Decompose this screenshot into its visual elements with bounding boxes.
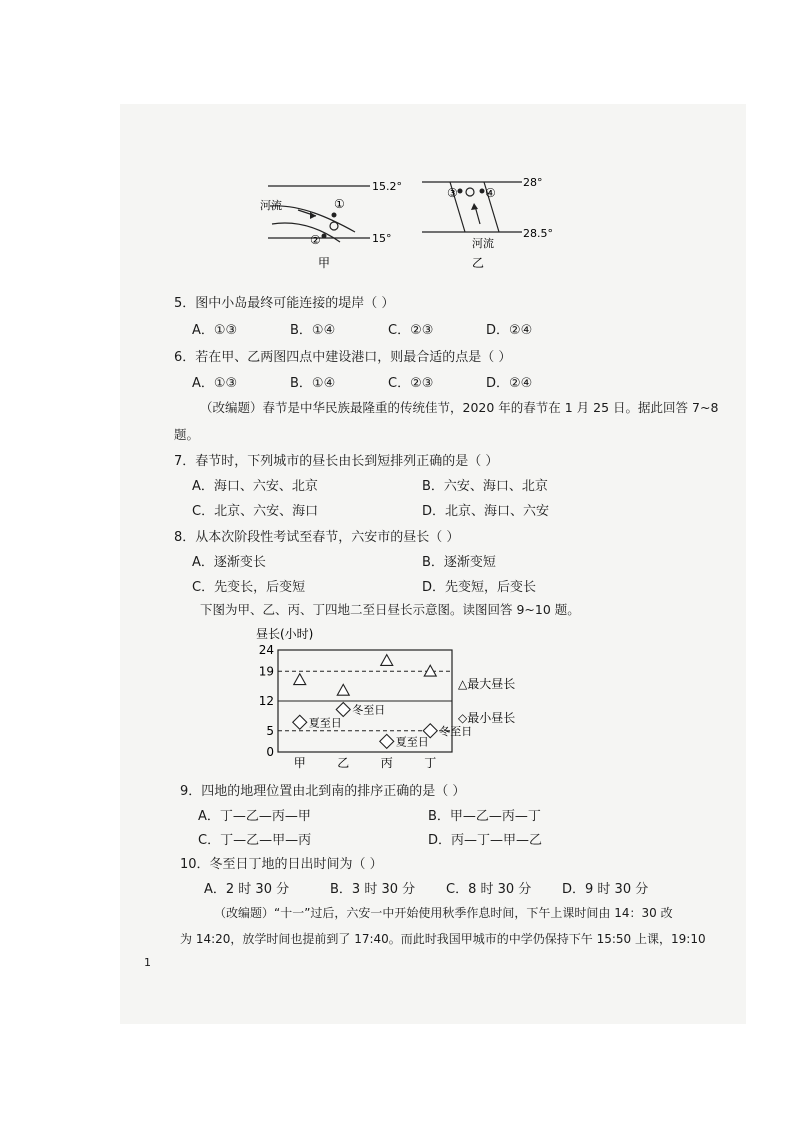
- x-category-label: 丁: [424, 756, 437, 770]
- point-1-dot: [332, 213, 337, 218]
- point-label: 夏至日: [395, 735, 429, 749]
- q9-option-d: D．丙—丁—甲—乙: [428, 833, 543, 848]
- y-tick-label: 0: [266, 745, 274, 759]
- q10-option-b: B．3 时 30 分: [330, 882, 416, 897]
- point-3-dot: [458, 189, 463, 194]
- jia-lat-top: 15.2°: [372, 180, 402, 193]
- q6-option-c: C．②③: [388, 376, 434, 391]
- intro-last-line1: （改编题）“十一”过后，六安一中开始使用秋季作息时间，下午上课时间由 14：30 改: [214, 906, 673, 920]
- q8-option-a: A．逐渐变长: [192, 555, 266, 570]
- figure-jia: [260, 180, 402, 270]
- day-length-chart: [248, 622, 548, 772]
- chart-ylabel: 昼长(小时): [256, 627, 314, 641]
- q7-option-a: A．海口、六安、北京: [192, 479, 318, 494]
- point-2: ②: [310, 233, 321, 247]
- q8-option-c: C．先变长，后变短: [192, 580, 306, 595]
- x-category-label: 甲: [293, 756, 306, 770]
- point-label: 夏至日: [308, 716, 342, 730]
- point-3: ③: [447, 186, 458, 200]
- x-category-label: 乙: [337, 756, 350, 770]
- point-label: 冬至日: [352, 703, 386, 717]
- min-daylength-point: [336, 703, 350, 717]
- q6-option-d: D．②④: [486, 376, 533, 391]
- y-tick-label: 12: [258, 694, 274, 708]
- island-yi: [466, 188, 474, 196]
- point-1: ①: [334, 197, 345, 211]
- intro-last-line2: 为 14:20，放学时间也提前到了 17:40。而此时我国甲城市的中学仍保持下午 15:50 上课，19:10: [180, 932, 706, 946]
- legend-item: ◇最小昼长: [458, 711, 516, 725]
- point-4: ④: [485, 186, 496, 200]
- intro-9-10: 下图为甲、乙、丙、丁四地二至日昼长示意图。读图回答 9~10 题。: [200, 602, 580, 617]
- q8-stem: 8．从本次阶段性考试至春节，六安市的昼长（ ）: [174, 530, 460, 545]
- q5-option-b: B．①④: [290, 323, 336, 338]
- q10-option-a: A．2 时 30 分: [204, 882, 290, 897]
- max-daylength-point: [381, 655, 393, 666]
- legend-item: △最大昼长: [458, 677, 516, 691]
- q10-option-d: D．9 时 30 分: [562, 882, 649, 897]
- q9-stem: 9．四地的地理位置由北到南的排序正确的是（ ）: [180, 784, 466, 799]
- page-number: 1: [144, 956, 151, 969]
- q6-stem: 6．若在甲、乙两图四点中建设港口，则最合适的点是（ ）: [174, 350, 512, 365]
- q6-option-b: B．①④: [290, 376, 336, 391]
- y-tick-label: 5: [266, 723, 274, 738]
- island-jia: [330, 222, 338, 230]
- q7-option-b: B．六安、海口、北京: [422, 479, 548, 494]
- yi-caption: 乙: [472, 256, 485, 270]
- q5-stem: 5．图中小岛最终可能连接的堤岸（ ）: [174, 296, 395, 311]
- max-daylength-point: [424, 665, 436, 676]
- yi-river-label: 河流: [472, 237, 494, 250]
- y-tick-label: 24: [258, 643, 274, 657]
- q7-stem: 7．春节时，下列城市的昼长由长到短排列正确的是（ ）: [174, 454, 499, 469]
- q9-option-b: B．甲—乙—丙—丁: [428, 809, 541, 824]
- yi-lat-top: 28°: [523, 176, 543, 189]
- q10-stem: 10．冬至日丁地的日出时间为（ ）: [180, 857, 383, 872]
- jia-river-label: 河流: [260, 199, 282, 212]
- q5-option-c: C．②③: [388, 323, 434, 338]
- max-daylength-point: [294, 674, 306, 685]
- q9-option-c: C．丁—乙—甲—丙: [198, 833, 312, 848]
- yi-lat-bottom: 28.5°: [523, 227, 553, 240]
- point-4-dot: [480, 189, 485, 194]
- point-2-dot: [322, 234, 327, 239]
- q5-option-a: A．①③: [192, 323, 238, 338]
- q10-option-c: C．8 时 30 分: [446, 882, 532, 897]
- intro-7-8-line1: （改编题）春节是中华民族最隆重的传统佳节，2020 年的春节在 1 月 25 日。据此回答 7~8: [200, 400, 719, 415]
- q7-option-c: C．北京、六安、海口: [192, 504, 319, 519]
- jia-lat-bottom: 15°: [372, 232, 392, 245]
- figure-yi: [422, 176, 553, 270]
- max-daylength-point: [337, 684, 349, 695]
- q6-option-a: A．①③: [192, 376, 238, 391]
- intro-7-8-line2: 题。: [174, 427, 200, 442]
- river-figure: [250, 172, 560, 277]
- y-tick-label: 19: [258, 664, 274, 679]
- q5-option-d: D．②④: [486, 323, 533, 338]
- chart-legend: [458, 676, 515, 725]
- q8-option-b: B．逐渐变短: [422, 555, 496, 570]
- q9-option-a: A．丁—乙—丙—甲: [198, 809, 311, 824]
- min-daylength-point: [380, 734, 394, 748]
- point-label: 冬至日: [439, 724, 473, 738]
- jia-caption: 甲: [318, 256, 331, 270]
- x-category-label: 丙: [380, 756, 393, 770]
- min-daylength-point: [293, 715, 307, 729]
- q8-option-d: D．先变短，后变长: [422, 580, 537, 595]
- q7-option-d: D．北京、海口、六安: [422, 504, 550, 519]
